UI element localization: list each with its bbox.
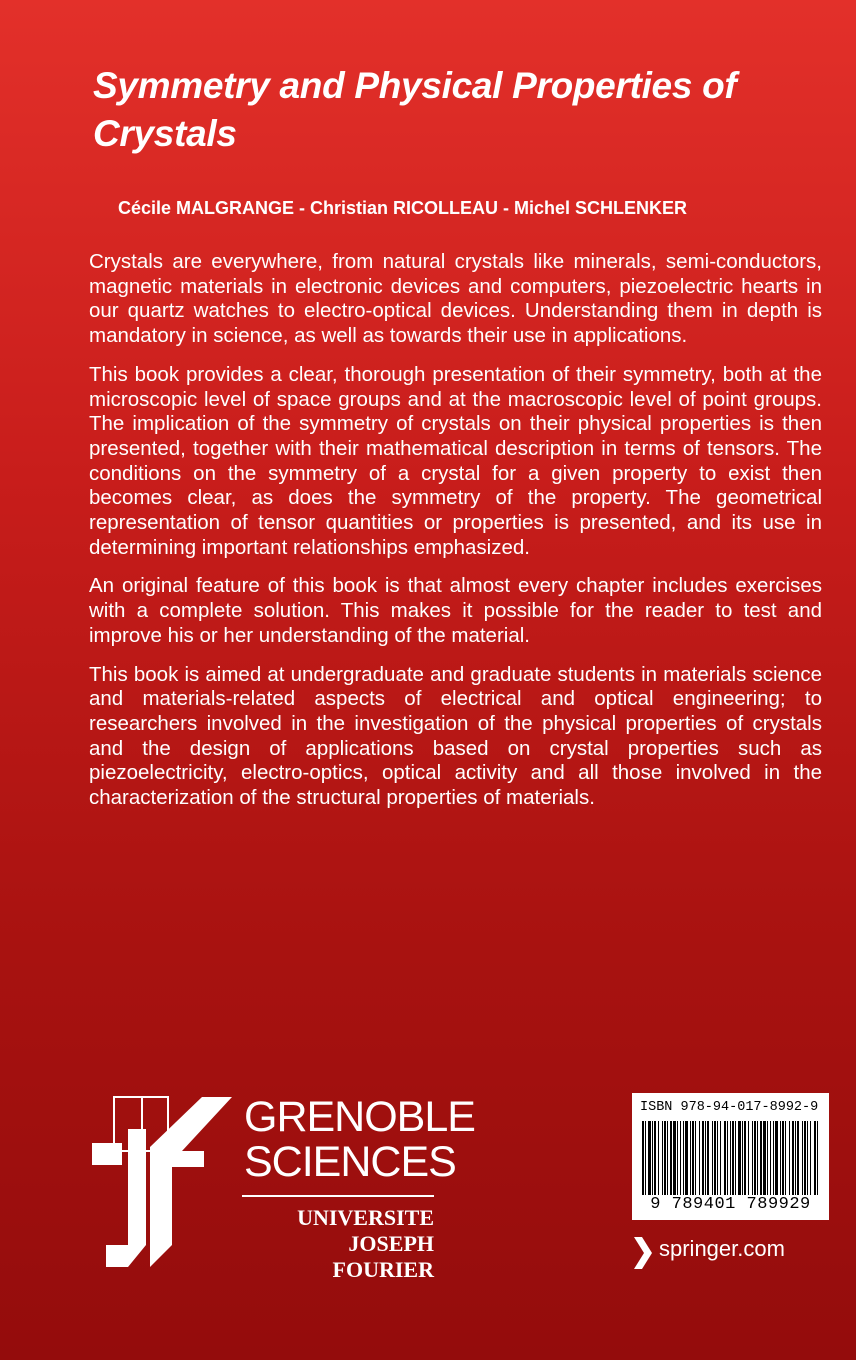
barcode-bar	[707, 1121, 709, 1195]
logo-title	[244, 1095, 475, 1185]
book-title: Symmetry and Physical Properties of Crystals	[93, 65, 737, 154]
barcode-bar	[670, 1121, 672, 1195]
isbn-label: ISBN 978-94-017-8992-9	[640, 1100, 819, 1115]
chevron-right-icon	[632, 1237, 652, 1269]
logo-divider	[242, 1195, 434, 1197]
barcode-bar	[642, 1121, 644, 1195]
barcode-bar	[770, 1121, 771, 1195]
paragraph: An original feature of this book is that almost every chapter includes exercises with a complete solution. This makes it possible for the reader to test and improve his or her understanding of the material.	[89, 574, 822, 647]
barcode-bar	[738, 1121, 741, 1195]
barcode-icon	[642, 1121, 819, 1195]
barcode-bar	[810, 1121, 811, 1195]
barcode-bar	[775, 1121, 778, 1195]
barcode-bar	[789, 1121, 790, 1195]
back-cover-description	[89, 250, 822, 825]
barcode-bar	[720, 1121, 721, 1195]
barcode-bar	[677, 1121, 678, 1195]
grenoble-sciences-logo-icon	[92, 1095, 237, 1270]
barcode-bar	[714, 1121, 716, 1195]
publisher-url[interactable]: springer.com	[659, 1236, 785, 1261]
barcode-bar	[645, 1121, 646, 1195]
barcode-bar	[748, 1121, 749, 1195]
barcode-bar	[648, 1121, 651, 1195]
barcode-bar	[757, 1121, 758, 1195]
barcode-bar	[654, 1121, 656, 1195]
barcode-bar	[782, 1121, 784, 1195]
barcode-bar	[695, 1121, 696, 1195]
barcode-bar	[652, 1121, 653, 1195]
barcode-bar	[712, 1121, 713, 1195]
barcode-bar	[735, 1121, 736, 1195]
barcode-bar	[767, 1121, 768, 1195]
barcode-box	[632, 1093, 829, 1220]
barcode-bar	[699, 1121, 700, 1195]
barcode-bar	[792, 1121, 794, 1195]
paragraph: Crystals are everywhere, from natural crystals like minerals, semi-conductors, magnetic materials in electronic devices and computers, piezoelectric hearts in our quartz watches to electro-optical devices. Understanding them in depth is mandatory in science, as well as towards their use in applications.	[89, 250, 822, 348]
barcode-bar	[804, 1121, 806, 1195]
barcode-bar	[690, 1121, 691, 1195]
barcode-digits: 9 789401 789929	[650, 1195, 811, 1214]
barcode-bar	[797, 1121, 799, 1195]
barcode-bar	[780, 1121, 781, 1195]
barcode-bar	[705, 1121, 706, 1195]
barcode-bar	[752, 1121, 753, 1195]
barcode-bar	[683, 1121, 684, 1195]
barcode-bar	[742, 1121, 743, 1195]
barcode-bar	[785, 1121, 786, 1195]
barcode-bar	[807, 1121, 808, 1195]
barcode-bar	[732, 1121, 734, 1195]
grenoble-sciences-logo	[92, 1093, 475, 1282]
barcode-bar	[817, 1121, 818, 1195]
barcode-bar	[802, 1121, 803, 1195]
barcode-bar	[702, 1121, 704, 1195]
barcode-bar	[692, 1121, 694, 1195]
logo-university	[242, 1205, 434, 1283]
university-line1: UNIVERSITE	[297, 1205, 434, 1230]
paragraph: This book is aimed at undergraduate and graduate students in materials science and materials-related aspects of electrical and optical engineering; to researchers involved in the investigation of the physical properties of crystals and the design of applications based on crystal properties such as piezoelectricity, electro-optics, optical activity and all those involved in the characterization of the structural properties of materials.	[89, 662, 822, 810]
university-line2: JOSEPH FOURIER	[332, 1231, 434, 1282]
authors: Cécile MALGRANGE - Christian RICOLLEAU - Michel SCHLENKER	[118, 198, 688, 218]
barcode-bar	[724, 1121, 726, 1195]
logo-line1: GRENOBLE	[244, 1093, 475, 1141]
barcode-bar	[814, 1121, 816, 1195]
logo-line2: SCIENCES	[244, 1138, 456, 1186]
barcode-bar	[730, 1121, 731, 1195]
barcode-bar	[727, 1121, 728, 1195]
barcode-bar	[680, 1121, 681, 1195]
barcode-bar	[667, 1121, 668, 1195]
barcode-bar	[664, 1121, 666, 1195]
barcode-bar	[673, 1121, 676, 1195]
barcode-bar	[760, 1121, 762, 1195]
barcode-bar	[773, 1121, 774, 1195]
barcode-bar	[754, 1121, 756, 1195]
paragraph: This book provides a clear, thorough presentation of their symmetry, both at the microscopic level of space groups and at the macroscopic level of point groups. The implication of the symmetry of crystals on their physical properties is then presented, together with their mathematical description in terms of tensors. The conditions on the symmetry of a crystal for a given property to exist then becomes clear, as does the symmetry of the property. The geometrical representation of tensor quantities or properties is presented, and its use in determining important relationships emphasized.	[89, 362, 822, 559]
barcode-bar	[662, 1121, 663, 1195]
barcode-bar	[685, 1121, 688, 1195]
barcode-bar	[763, 1121, 766, 1195]
barcode-bar	[717, 1121, 718, 1195]
barcode-bar	[795, 1121, 796, 1195]
barcode-bar	[658, 1121, 659, 1195]
barcode-bar	[744, 1121, 746, 1195]
